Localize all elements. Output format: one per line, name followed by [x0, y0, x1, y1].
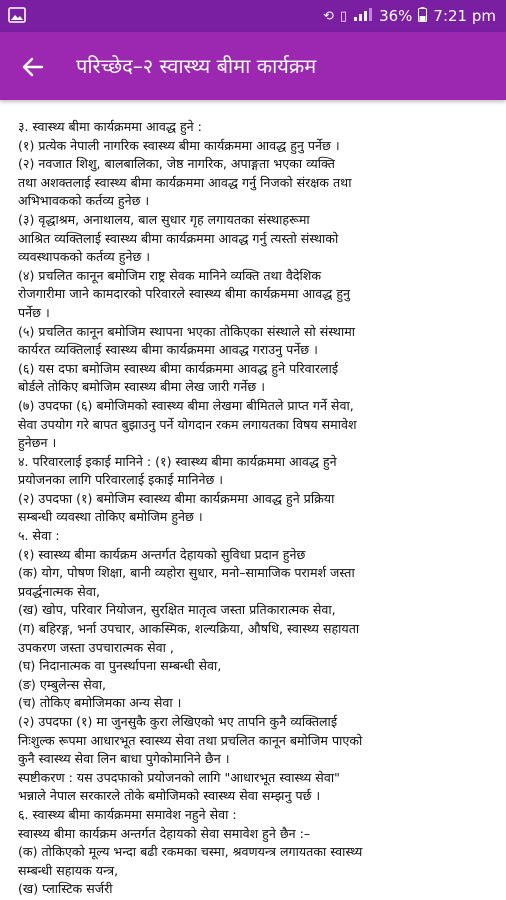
arrow-left-icon: [22, 56, 44, 78]
content-line: ६. स्वास्थ्य बीमा कार्यक्रममा समावेश नहुने सेवा :: [18, 806, 237, 822]
content-line: रोजगारीमा जाने कामदारको परिवारले स्वास्थ्य बीमा कार्यक्रममा आवद्ध हुनु: [18, 286, 351, 302]
status-icons: [323, 0, 496, 32]
content-line: (२) उपदफा (१) मा जुनसुकै कुरा लेखिएको भए तापनि कुनै व्यक्तिलाई: [18, 714, 338, 729]
content-line: (ग) बहिरङ्ग, भर्ना उपचार, आकस्मिक, शल्यक्रिया, औषधि, स्वास्थ्य सहायता: [18, 621, 360, 637]
vibrate-icon: ▯: [339, 8, 348, 24]
content-line: (ङ) एम्बुलेन्स सेवा,: [18, 676, 106, 692]
content-line: उपकरण जस्ता उपचारात्मक सेवा ,: [18, 639, 174, 655]
content-line: तथा अशक्तलाई स्वास्थ्य बीमा कार्यक्रममा आवद्ध गर्नु निजको संरक्षक तथा: [18, 174, 352, 190]
content-line: प्रयोजनका लागि परिवारलाई इकाई मानिनेछ ।: [18, 472, 224, 488]
content-line: (२) नवजात शिशु, बालबालिका, जेष्ठ नागरिक, अपाङ्गता भएका व्यक्ति: [18, 156, 335, 172]
content-line: (५) प्रचलित कानून बमोजिम स्थापना भएका तोकिएका संस्थाले सो संस्थामा: [18, 323, 356, 339]
battery-percent: 36%: [379, 7, 413, 25]
content-line: ३. स्वास्थ्य बीमा कार्यक्रममा आवद्ध हुने :: [18, 119, 202, 134]
content-line: (घ) निदानात्मक वा पुनर्स्थापना सम्बन्धी सेवा,: [18, 658, 222, 674]
content-line: (६) यस दफा बमोजिम स्वास्थ्य बीमा कार्यक्रममा आवद्ध हुने परिवारलाई: [18, 360, 339, 376]
app-bar: [0, 32, 506, 100]
sync-icon: ⟲: [323, 8, 334, 24]
content-line: स्पष्टीकरण : यस उपदफाको प्रयोजनको लागि "आधारभूत स्वास्थ्य सेवा": [18, 769, 340, 785]
signal-icon: [353, 7, 373, 25]
back-button[interactable]: [16, 50, 50, 84]
content-line: (१) स्वास्थ्य बीमा कार्यक्रम अन्तर्गत देहायको सुविधा प्रदान हुनेछ: [18, 546, 306, 562]
content-line: आश्रित व्यक्तिलाई स्वास्थ्य बीमा कार्यक्रममा आवद्ध गर्नु त्यस्तो संस्थाको: [18, 230, 339, 246]
content-line: सम्बन्धी सहायक यन्त्र,: [18, 862, 119, 878]
content-line: (ख) खोप, परिवार नियोजन, सुरक्षित मातृत्व जस्ता प्रतिकारात्मक सेवा,: [18, 602, 336, 618]
content-line: (क) योग, पोषण शिक्षा, बानी व्यहोरा सुधार, मनो–सामाजिक परामर्श जस्ता: [18, 565, 355, 581]
content-line: (ख) प्लास्टिक सर्जरी: [18, 881, 113, 897]
page-title: परिच्छेद–२ स्वास्थ्य बीमा कार्यक्रम: [76, 54, 317, 78]
content-line: भन्नाले नेपाल सरकारले तोके बमोजिमको स्वास्थ्य सेवा सम्झनु पर्छ ।: [18, 788, 321, 804]
clock: 7:21 pm: [433, 7, 496, 25]
content-line: प्रवर्द्धनात्मक सेवा,: [18, 583, 101, 599]
content-line: सेवा उपयोग गरे बापत बुझाउनु पर्ने योगदान रकम लगायतका विषय समावेश: [18, 416, 357, 432]
content-line: (च) तोकिए बमोजिमका अन्य सेवा ।: [18, 695, 182, 711]
content-line: (४) प्रचलित कानून बमोजिम राष्ट्र सेवक मानिने व्यक्ति तथा वैदेशिक: [18, 267, 322, 283]
content-line: कार्यरत व्यक्तिलाई स्वास्थ्य बीमा कार्यक्रममा आवद्ध गराउनु पर्नेछ ।: [18, 342, 318, 358]
content-line: (२) उपदफा (१) बमोजिम स्वास्थ्य बीमा कार्यक्रममा आवद्ध हुने प्रक्रिया: [18, 490, 335, 506]
content-line: (१) प्रत्येक नेपाली नागरिक स्वास्थ्य बीमा कार्यक्रममा आवद्ध हुनु पर्नेछ ।: [18, 137, 340, 153]
content-line: ४. परिवारलाई इकाई मानिने : (१) स्वास्थ्य बीमा कार्यक्रममा आवद्ध हुने: [18, 453, 337, 469]
content-line: सम्बन्धी व्यवस्था तोकिए बमोजिम हुनेछ ।: [18, 509, 203, 525]
content-line: निःशुल्क रूपमा आधारभूत स्वास्थ्य सेवा तथा प्रचलित कानून बमोजिम पाएको: [18, 732, 363, 748]
content-line: पर्नेछ ।: [18, 304, 50, 320]
chapter-content: [18, 118, 494, 899]
battery-icon: [418, 7, 427, 26]
content-line: (क) तोकिएको मूल्य भन्दा बढी रकमका चस्मा, श्रवणयन्त्र लगायतका स्वास्थ्य: [18, 844, 363, 860]
content-line: ५. सेवा :: [18, 528, 60, 544]
content-line: व्यवस्थापकको कर्तव्य हुनेछ ।: [18, 249, 151, 265]
content-line: अभिभावकको कर्तव्य हुनेछ ।: [18, 193, 150, 209]
content-line: कुनै स्वास्थ्य सेवा लिन बाधा पुगेकोमानिने छैन ।: [18, 751, 230, 767]
content-line: हुनेछन ।: [18, 435, 57, 451]
content-line: बोर्डले तोकिए बमोजिम स्वास्थ्य बीमा लेख जारी गर्नेछ ।: [18, 379, 265, 395]
content-line: (७) उपदफा (६) बमोजिमको स्वास्थ्य बीमा लेखमा बीमितले प्राप्त गर्ने सेवा,: [18, 397, 354, 413]
content-line: स्वास्थ्य बीमा कार्यक्रम अन्तर्गत देहायको सेवा समावेश हुने छैन :–: [18, 825, 311, 841]
status-bar: [0, 0, 506, 32]
image-icon: [8, 7, 26, 23]
content-line: (३) वृद्धाश्रम, अनाथालय, बाल सुधार गृह लगायतका संस्थाहरूमा: [18, 211, 310, 227]
